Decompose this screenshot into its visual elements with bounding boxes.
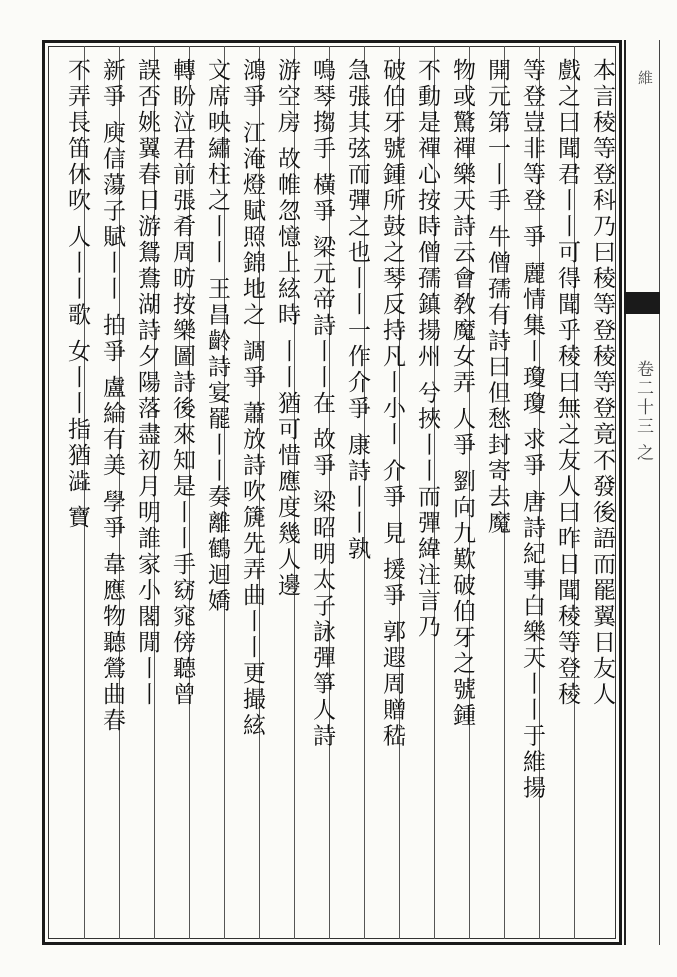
margin-chapter-label: 卷二十三 之 bbox=[633, 360, 653, 463]
text-column-6: 不動是禪心按時僧孺鎮揚州 兮挾丨丨而彈緯注言乃 bbox=[414, 58, 440, 641]
text-column-11: 鴻爭 江淹燈賦照錦地之 調爭 蕭放詩吹篪先弄曲丨丨更撮絃 bbox=[239, 58, 265, 739]
text-column-12: 文席映繡柱之丨丨 王昌齡詩宴罷丨丨奏離鶴迴嬌 bbox=[204, 58, 230, 615]
text-column-14: 誤否姚翼春日游鴛鴦湖詩夕陽落盡初月明誰家小閣閒丨丨 bbox=[134, 58, 160, 708]
text-column-8: 急張其弦而彈之也丨丨一作介爭 康詩丨丨孰 bbox=[344, 58, 370, 563]
text-column-15: 新爭 庾信蕩子賦丨丨 拍爭 盧綸有美 學爭 韋應物聽鶯曲春 bbox=[99, 58, 125, 734]
text-column-2: 戲之曰聞君丨丨可得聞乎稜曰無之友人曰昨日聞稜等登稜 bbox=[554, 58, 580, 708]
text-column-10: 游空房 故帷忽憶上絃時 丨丨猶可惜應度幾人邊 bbox=[274, 58, 300, 599]
text-column-13: 轉盼泣君前張肴周昉按樂圖詩後來知是丨丨手窈窕傍聽曾 bbox=[169, 58, 195, 708]
text-column-1: 本言稜等登科乃曰稜等登稜等登竟不發後語而罷翼日友人 bbox=[589, 58, 615, 708]
text-column-16: 不弄長笛休吹 人丨丨歌 女丨丨指猶澁 寶 bbox=[64, 58, 90, 531]
page-margin-strip bbox=[624, 40, 660, 945]
margin-top-mark: 維 bbox=[636, 70, 654, 85]
fish-tail-mark bbox=[624, 292, 660, 314]
text-column-7: 破伯牙號鍾所鼓之琴反持凡丨小丨 介爭 見 援爭 郭遐周贈嵇 bbox=[379, 58, 405, 750]
text-column-5: 物或驚禪樂天詩云會敎魔女弄 人爭 劉向九歎破伯牙之號鍾 bbox=[449, 58, 475, 729]
text-column-9: 鳴琴搊手 橫爭 梁元帝詩丨丨在 故爭 梁昭明太子詠彈箏人詩 bbox=[309, 58, 335, 750]
text-column-4: 開元第一丨手 牛僧孺有詩曰但愁封寄去魔 bbox=[484, 58, 510, 537]
text-column-3: 等登豈非等登 爭 麗情集丨瓊瓊 求爭 唐詩紀事白樂天丨丨于維揚 bbox=[519, 58, 545, 802]
